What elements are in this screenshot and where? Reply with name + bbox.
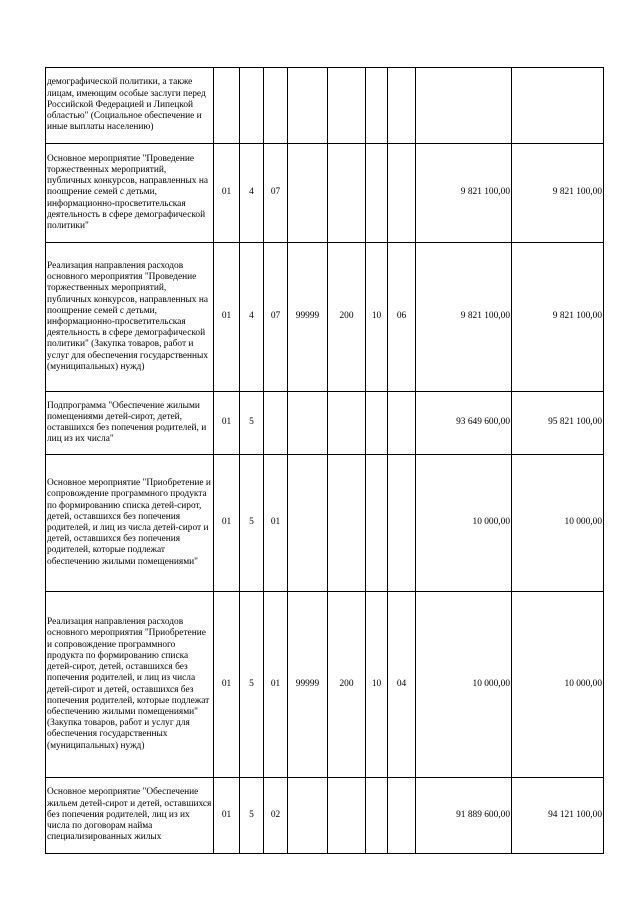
program-code-cell: 01 <box>214 592 240 778</box>
section-cell: 10 <box>366 243 388 392</box>
activity-code-cell: 01 <box>264 455 288 592</box>
expense-type-cell <box>328 455 366 592</box>
activity-code-cell: 02 <box>264 778 288 854</box>
row-name-cell: Подпрограмма "Обеспечение жилыми помещениями детей-сирот, детей, оставшихся без попечения родителей, и лиц из их числа" <box>46 392 214 455</box>
table-row <box>46 778 604 854</box>
activity-code-cell <box>264 392 288 455</box>
expense-type-cell <box>328 392 366 455</box>
subprogram-code-cell: 4 <box>240 144 264 243</box>
subsection-cell: 06 <box>388 243 416 392</box>
amount-year2-cell: 10 000,00 <box>512 455 604 592</box>
direction-code-cell <box>288 68 328 144</box>
program-code-cell: 01 <box>214 144 240 243</box>
activity-code-cell: 07 <box>264 243 288 392</box>
subprogram-code-cell: 5 <box>240 592 264 778</box>
program-code-cell: 01 <box>214 778 240 854</box>
amount-year1-cell: 9 821 100,00 <box>416 243 512 392</box>
subsection-cell <box>388 68 416 144</box>
subprogram-code-cell <box>240 68 264 144</box>
budget-table <box>45 67 604 854</box>
row-name-cell: Основное мероприятие "Проведение торжественных мероприятий, публичных конкурсов, направленных на поощрение семей с детьми, информационно-просветительская деятельность в сфере демографической политики" <box>46 144 214 243</box>
activity-code-cell: 07 <box>264 144 288 243</box>
expense-type-cell: 200 <box>328 592 366 778</box>
direction-code-cell <box>288 455 328 592</box>
direction-code-cell <box>288 392 328 455</box>
table-row <box>46 243 604 392</box>
amount-year2-cell <box>512 68 604 144</box>
program-code-cell: 01 <box>214 392 240 455</box>
amount-year1-cell: 91 889 600,00 <box>416 778 512 854</box>
subprogram-code-cell: 4 <box>240 243 264 392</box>
subsection-cell <box>388 144 416 243</box>
direction-code-cell: 99999 <box>288 243 328 392</box>
subprogram-code-cell: 5 <box>240 778 264 854</box>
expense-type-cell <box>328 68 366 144</box>
expense-type-cell <box>328 778 366 854</box>
expense-type-cell: 200 <box>328 243 366 392</box>
row-name-cell: Реализация направления расходов основного мероприятия "Проведение торжественных мероприятий, публичных конкурсов, направленных на поощрение семей с детьми, информационно-просветительская деятельность в сфере демографической политики" (Закупка товаров, работ и услуг для обеспечения государственных (муниципальных) нужд) <box>46 243 214 392</box>
amount-year1-cell <box>416 68 512 144</box>
amount-year1-cell: 9 821 100,00 <box>416 144 512 243</box>
subsection-cell: 04 <box>388 592 416 778</box>
table-row <box>46 392 604 455</box>
amount-year1-cell: 10 000,00 <box>416 455 512 592</box>
program-code-cell: 01 <box>214 243 240 392</box>
direction-code-cell <box>288 144 328 243</box>
amount-year2-cell: 9 821 100,00 <box>512 144 604 243</box>
amount-year1-cell: 93 649 600,00 <box>416 392 512 455</box>
table-row <box>46 144 604 243</box>
amount-year2-cell: 95 821 100,00 <box>512 392 604 455</box>
amount-year2-cell: 94 121 100,00 <box>512 778 604 854</box>
table-row <box>46 68 604 144</box>
subsection-cell <box>388 778 416 854</box>
row-name-cell: Реализация направления расходов основного мероприятия "Приобретение и сопровождение программного продукта по формированию списка детей-сирот, детей, оставшихся без попечения родителей, и лиц из числа детей-сирот и детей, оставшихся без попечения родителей, которые подлежат обеспечению жилыми помещениями" (Закупка товаров, работ и услуг для обеспечения государственных (муниципальных) нужд) <box>46 592 214 778</box>
section-cell <box>366 778 388 854</box>
subprogram-code-cell: 5 <box>240 392 264 455</box>
activity-code-cell <box>264 68 288 144</box>
row-name-cell: демографической политики, а также лицам, имеющим особые заслуги перед Российской Федерацией и Липецкой областью" (Социальное обеспечение и иные выплаты населению) <box>46 68 214 144</box>
program-code-cell: 01 <box>214 455 240 592</box>
subsection-cell <box>388 455 416 592</box>
section-cell <box>366 455 388 592</box>
expense-type-cell <box>328 144 366 243</box>
amount-year2-cell: 9 821 100,00 <box>512 243 604 392</box>
subprogram-code-cell: 5 <box>240 455 264 592</box>
section-cell <box>366 392 388 455</box>
subsection-cell <box>388 392 416 455</box>
section-cell <box>366 144 388 243</box>
direction-code-cell: 99999 <box>288 592 328 778</box>
direction-code-cell <box>288 778 328 854</box>
table-row <box>46 455 604 592</box>
amount-year2-cell: 10 000,00 <box>512 592 604 778</box>
section-cell: 10 <box>366 592 388 778</box>
row-name-cell: Основное мероприятие "Обеспечение жильем детей-сирот и детей, оставшихся без попечения родителей, лиц из их числа по договорам найма специализированных жилых <box>46 778 214 854</box>
section-cell <box>366 68 388 144</box>
program-code-cell <box>214 68 240 144</box>
row-name-cell: Основное мероприятие "Приобретение и сопровождение программного продукта по формированию списка детей-сирот, детей, оставшихся без попечения родителей, и лиц из числа детей-сирот и детей, оставшихся без попечения родителей, которые подлежат обеспечению жилыми помещениями" <box>46 455 214 592</box>
activity-code-cell: 01 <box>264 592 288 778</box>
amount-year1-cell: 10 000,00 <box>416 592 512 778</box>
table-row <box>46 592 604 778</box>
